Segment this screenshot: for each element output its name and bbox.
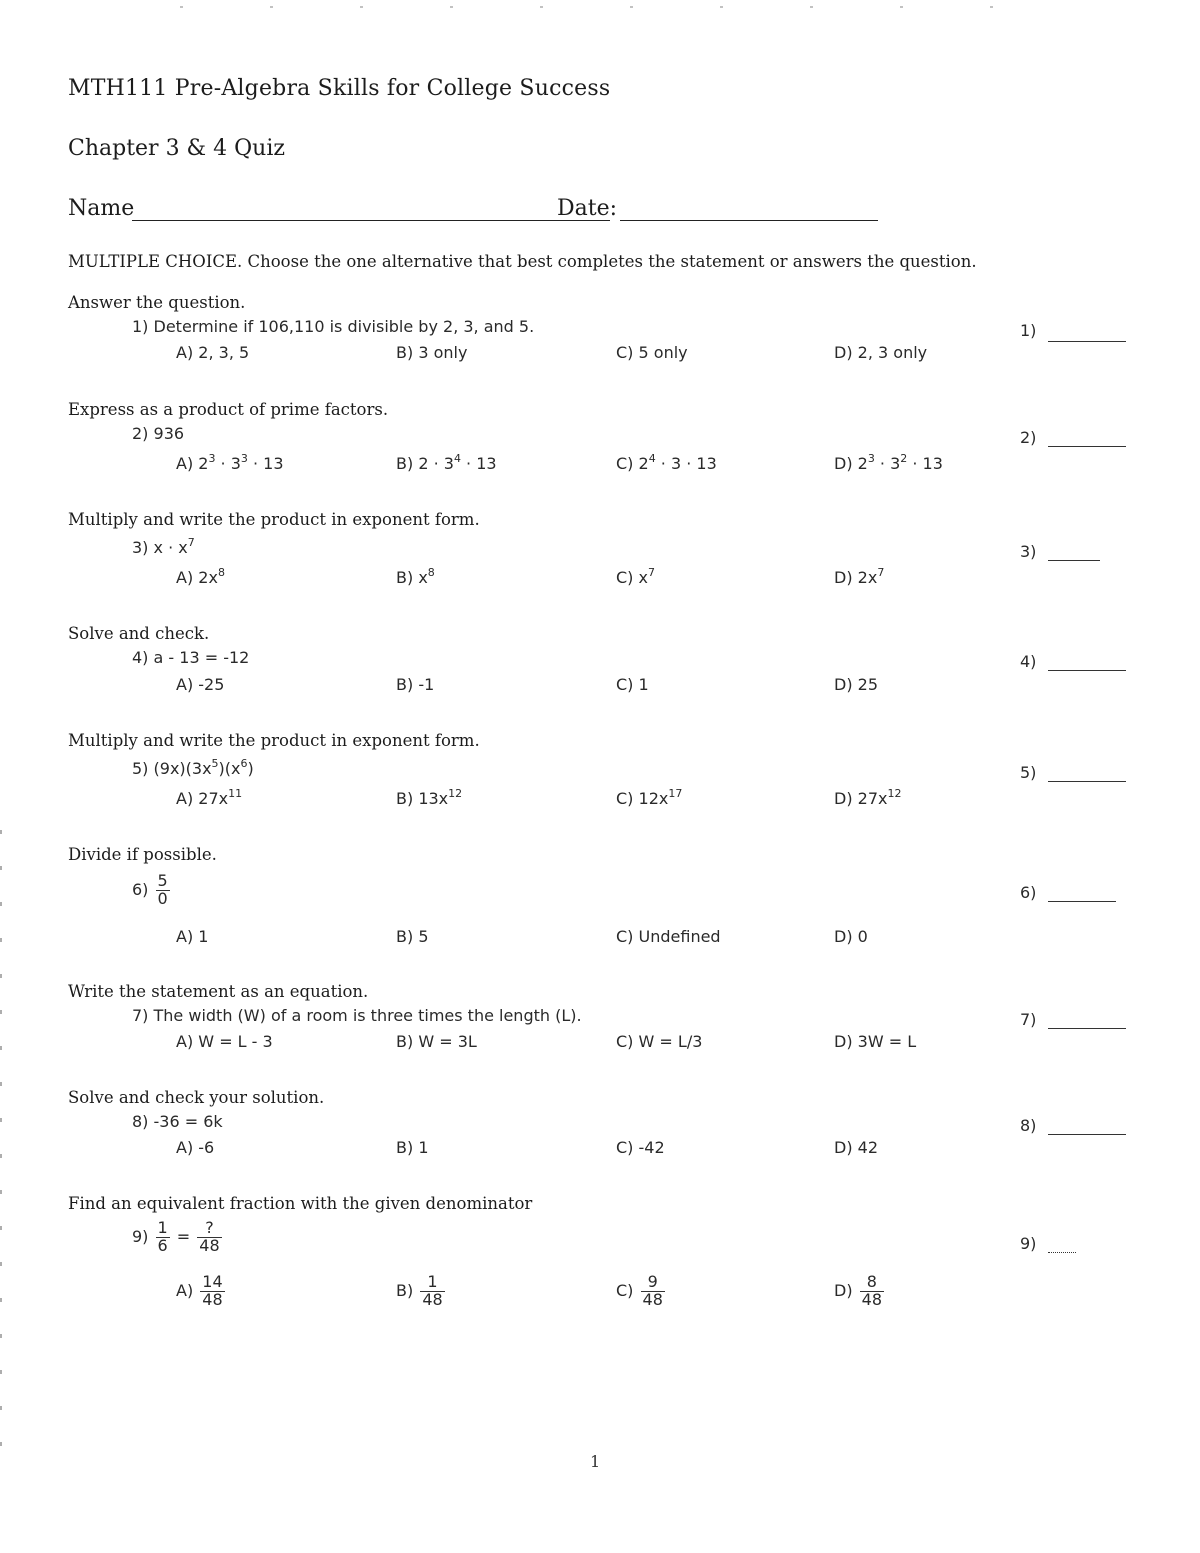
choice-b[interactable] (396, 1032, 477, 1051)
question-left-fraction: $\frac{1}{6}$ (157, 1218, 168, 1255)
choice-d[interactable] (834, 1032, 916, 1051)
question-stem (132, 317, 534, 336)
question-number: 2) (132, 424, 149, 443)
course-title: MTH111 Pre-Algebra Skills for College Success (68, 76, 611, 101)
answer-blank[interactable] (1048, 670, 1126, 671)
choice-text: -42 (638, 1138, 665, 1157)
choice-text: W = L/3 (638, 1032, 703, 1051)
choice-b[interactable] (396, 789, 462, 808)
choice-b[interactable] (396, 454, 497, 473)
choice-d[interactable] (834, 343, 927, 362)
answer-blank[interactable] (1048, 560, 1100, 561)
choice-text: $2^3 \cdot 3^2 \cdot 13$ (857, 452, 943, 473)
choice-letter: A) (176, 1280, 194, 1300)
choice-a[interactable] (176, 343, 249, 362)
choice-letter: C) (616, 1138, 634, 1157)
choice-c[interactable] (616, 1138, 665, 1157)
answer-blank[interactable] (1048, 341, 1126, 342)
choice-c[interactable] (616, 789, 682, 808)
choice-letter: C) (616, 1280, 634, 1300)
choice-text: $2x^7$ (857, 566, 885, 587)
choice-letter: C) (616, 454, 634, 473)
question-stem (132, 1006, 582, 1025)
question-3 (68, 510, 1138, 620)
choice-text: -6 (198, 1138, 215, 1157)
question-4 (68, 624, 1138, 734)
choice-c[interactable] (616, 927, 721, 946)
answer-blank[interactable] (1048, 1252, 1076, 1253)
choice-a[interactable] (176, 568, 225, 587)
question-number: 6) (132, 879, 149, 899)
choice-text: $13x^{12}$ (418, 787, 463, 808)
choice-b[interactable] (396, 343, 467, 362)
choice-text: -1 (418, 675, 435, 694)
choice-d[interactable] (834, 1274, 886, 1309)
answer-blank[interactable] (1048, 1134, 1126, 1135)
answer-number: 7) (1020, 1010, 1037, 1029)
answer-blank[interactable] (1048, 901, 1116, 902)
choice-text: 1 (638, 675, 649, 694)
question-text: Determine if 106,110 is divisible by 2, 3, and 5. (153, 317, 535, 336)
choice-letter: A) (176, 789, 194, 808)
choice-text: $x^8$ (418, 566, 435, 587)
scan-artifact-top (180, 6, 1020, 8)
choice-a[interactable] (176, 1138, 214, 1157)
question-direction: Solve and check your solution. (68, 1088, 325, 1107)
question-8 (68, 1088, 1138, 1198)
choice-b[interactable] (396, 568, 435, 587)
choice-a[interactable] (176, 1274, 227, 1309)
choice-text: Undefined (638, 927, 721, 946)
choice-text: 2, 3 only (857, 343, 928, 362)
choice-text: 2, 3, 5 (198, 343, 250, 362)
answer-number: 8) (1020, 1116, 1037, 1135)
answer-blank[interactable] (1048, 781, 1126, 782)
question-text: 936 (153, 424, 185, 443)
question-number: 9) (132, 1226, 149, 1246)
choice-letter: D) (834, 1138, 853, 1157)
question-2 (68, 400, 1138, 510)
choice-text: 25 (857, 675, 879, 694)
name-label: Name (68, 196, 135, 221)
question-direction: Find an equivalent fraction with the given denominator (68, 1194, 533, 1213)
answer-number: 2) (1020, 428, 1037, 447)
choice-c[interactable] (616, 1032, 702, 1051)
choice-c[interactable] (616, 343, 688, 362)
choice-letter: A) (176, 1032, 194, 1051)
answer-number: 5) (1020, 763, 1037, 782)
question-9 (68, 1194, 1138, 1334)
choice-text: 0 (857, 927, 868, 946)
choice-letter: D) (834, 675, 853, 694)
choice-letter: A) (176, 568, 194, 587)
scan-artifact-left-edge (0, 830, 2, 1470)
choice-letter: D) (834, 789, 853, 808)
name-field[interactable] (132, 220, 610, 221)
choice-a[interactable] (176, 1032, 273, 1051)
choice-text: $27x^{11}$ (198, 787, 243, 808)
choice-text: $2 \cdot 3^4 \cdot 13$ (418, 452, 497, 473)
choice-text: W = L - 3 (198, 1032, 273, 1051)
choice-letter: B) (396, 789, 414, 808)
question-stem (132, 538, 195, 557)
choice-text: 3 only (418, 343, 468, 362)
question-fraction: $\frac{5}{0}$ (157, 871, 168, 908)
choice-b[interactable] (396, 675, 434, 694)
choice-c[interactable] (616, 568, 655, 587)
date-field[interactable] (620, 220, 878, 221)
choice-fraction: $\frac{1}{48}$ (422, 1272, 443, 1309)
choice-text: W = 3L (418, 1032, 477, 1051)
question-1 (68, 293, 1138, 403)
choice-c[interactable] (616, 675, 649, 694)
choice-b[interactable] (396, 1138, 429, 1157)
question-6 (68, 845, 1138, 985)
choice-letter: C) (616, 1032, 634, 1051)
answer-number: 3) (1020, 542, 1037, 561)
question-direction: Divide if possible. (68, 845, 217, 864)
question-stem (132, 759, 254, 778)
choice-letter: A) (176, 927, 194, 946)
question-direction: Solve and check. (68, 624, 210, 643)
choice-letter: A) (176, 1138, 194, 1157)
choice-d[interactable] (834, 927, 868, 946)
choice-text: 1 (198, 927, 209, 946)
choice-letter: D) (834, 454, 853, 473)
choice-letter: B) (396, 568, 414, 587)
choice-d[interactable] (834, 675, 878, 694)
choice-b[interactable] (396, 1274, 447, 1309)
choice-letter: A) (176, 343, 194, 362)
question-stem (132, 873, 172, 908)
choice-letter: A) (176, 454, 194, 473)
choice-letter: D) (834, 1032, 853, 1051)
question-number: 1) (132, 317, 149, 336)
answer-number: 1) (1020, 321, 1037, 340)
choice-text: $27x^{12}$ (857, 787, 902, 808)
choice-a[interactable] (176, 789, 242, 808)
choice-letter: B) (396, 1032, 414, 1051)
choice-a[interactable] (176, 927, 208, 946)
choice-letter: B) (396, 675, 414, 694)
question-direction: Express as a product of prime factors. (68, 400, 389, 419)
question-7 (68, 982, 1138, 1092)
date-label: Date: (557, 196, 618, 221)
question-text: $(9x)(3x^5)(x^6)$ (153, 757, 254, 778)
answer-blank[interactable] (1048, 1028, 1126, 1029)
choice-text: $2x^8$ (198, 566, 225, 587)
choice-c[interactable] (616, 1274, 667, 1309)
choice-letter: C) (616, 568, 634, 587)
question-text: The width (W) of a room is three times the length (L). (153, 1006, 582, 1025)
question-5 (68, 731, 1138, 841)
choice-letter: C) (616, 927, 634, 946)
choice-text: 1 (418, 1138, 429, 1157)
answer-blank[interactable] (1048, 446, 1126, 447)
choice-letter: B) (396, 1280, 414, 1300)
choice-letter: B) (396, 454, 414, 473)
question-direction: Multiply and write the product in exponent form. (68, 731, 480, 750)
choice-d[interactable] (834, 568, 884, 587)
choice-fraction: $\frac{14}{48}$ (202, 1272, 223, 1309)
question-number: 8) (132, 1112, 149, 1131)
choice-letter: C) (616, 789, 634, 808)
page-number: 1 (590, 1452, 601, 1471)
choice-fraction: $\frac{9}{48}$ (642, 1272, 663, 1309)
choice-letter: C) (616, 675, 634, 694)
question-number: 7) (132, 1006, 149, 1025)
question-stem (132, 424, 184, 443)
question-text: -36 = 6k (153, 1112, 223, 1131)
choice-letter: D) (834, 343, 853, 362)
choice-text: 5 (418, 927, 429, 946)
choice-c[interactable] (616, 454, 717, 473)
choice-d[interactable] (834, 454, 943, 473)
question-number: 4) (132, 648, 149, 667)
choice-fraction: $\frac{8}{48}$ (861, 1272, 883, 1309)
choice-letter: B) (396, 927, 414, 946)
question-stem (132, 1220, 224, 1255)
choice-text: -25 (198, 675, 225, 694)
choice-d[interactable] (834, 1138, 878, 1157)
instructions: MULTIPLE CHOICE. Choose the one alternative that best completes the statement or answers the question. (68, 252, 977, 271)
question-stem (132, 648, 249, 667)
question-number: 5) (132, 759, 149, 778)
choice-b[interactable] (396, 927, 429, 946)
choice-text: $2^3 \cdot 3^3 \cdot 13$ (198, 452, 284, 473)
choice-text: 42 (857, 1138, 879, 1157)
answer-number: 6) (1020, 883, 1037, 902)
choice-letter: D) (834, 568, 853, 587)
question-stem (132, 1112, 223, 1131)
choice-text: $2^4 \cdot 3 \cdot 13$ (638, 452, 717, 473)
answer-number: 9) (1020, 1234, 1037, 1253)
quiz-title: Chapter 3 & 4 Quiz (68, 136, 285, 161)
choice-text: 3W = L (857, 1032, 917, 1051)
answer-number: 4) (1020, 652, 1037, 671)
question-text: a - 13 = -12 (153, 648, 250, 667)
choice-text: $12x^{17}$ (638, 787, 683, 808)
question-direction: Answer the question. (68, 293, 246, 312)
choice-letter: D) (834, 1280, 853, 1300)
name-date-row (68, 196, 888, 226)
question-direction: Write the statement as an equation. (68, 982, 369, 1001)
choice-letter: C) (616, 343, 634, 362)
question-right-fraction: $\frac{?}{48}$ (199, 1218, 220, 1255)
equals-sign: = (176, 1226, 191, 1246)
choice-letter: D) (834, 927, 853, 946)
choice-text: 5 only (638, 343, 688, 362)
question-text: $x \cdot x^7$ (153, 536, 195, 557)
choice-letter: B) (396, 1138, 414, 1157)
choice-a[interactable] (176, 454, 284, 473)
choice-letter: B) (396, 343, 414, 362)
choice-letter: A) (176, 675, 194, 694)
question-number: 3) (132, 538, 149, 557)
choice-text: $x^7$ (638, 566, 655, 587)
choice-a[interactable] (176, 675, 224, 694)
choice-d[interactable] (834, 789, 901, 808)
question-direction: Multiply and write the product in exponent form. (68, 510, 480, 529)
